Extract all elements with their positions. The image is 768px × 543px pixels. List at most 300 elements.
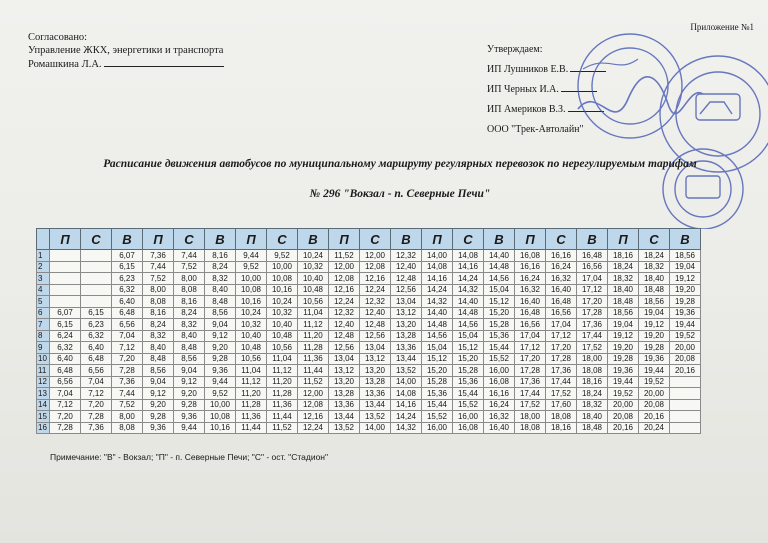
time-cell: 16,16 [484,388,515,400]
time-cell: 19,52 [670,330,701,342]
time-cell: 18,56 [608,307,639,319]
time-cell [50,284,81,296]
time-cell: 8,48 [205,296,236,308]
time-cell: 6,07 [112,250,143,262]
time-cell: 7,28 [112,365,143,377]
time-cell: 8,00 [112,411,143,423]
time-cell: 11,36 [298,353,329,365]
time-cell: 15,44 [422,399,453,411]
table-row [37,296,701,308]
time-cell: 13,36 [391,342,422,354]
time-cell: 16,00 [484,365,515,377]
row-number: 4 [37,284,50,296]
time-cell: 19,28 [639,342,670,354]
time-cell: 9,04 [205,319,236,331]
time-cell: 9,20 [143,399,174,411]
table-row [37,388,701,400]
time-cell: 12,24 [298,422,329,434]
time-cell: 10,40 [236,330,267,342]
row-number: 3 [37,273,50,285]
time-cell: 12,40 [329,319,360,331]
time-cell: 10,00 [205,399,236,411]
time-cell: 17,52 [515,399,546,411]
time-cell: 10,16 [205,422,236,434]
time-cell [670,411,701,423]
time-cell: 9,28 [143,411,174,423]
time-cell: 7,44 [174,250,205,262]
time-cell: 8,16 [174,296,205,308]
time-cell: 12,08 [360,261,391,273]
time-cell: 7,12 [50,399,81,411]
time-cell: 15,04 [422,342,453,354]
time-cell: 15,36 [453,376,484,388]
time-cell: 8,56 [174,353,205,365]
time-cell: 13,04 [391,296,422,308]
column-header: В [391,229,422,250]
row-number: 11 [37,365,50,377]
time-cell: 11,12 [298,319,329,331]
time-cell: 16,40 [546,284,577,296]
time-cell: 19,28 [670,296,701,308]
time-cell: 12,48 [391,273,422,285]
time-cell: 7,36 [143,250,174,262]
time-cell: 19,04 [670,261,701,273]
time-cell: 17,44 [515,388,546,400]
time-cell: 17,20 [577,296,608,308]
column-header: П [422,229,453,250]
time-cell: 16,48 [577,250,608,262]
agreed-person-line [28,57,224,72]
time-cell: 8,00 [143,284,174,296]
time-cell: 13,44 [360,399,391,411]
time-cell: 14,56 [484,273,515,285]
time-cell: 12,08 [329,273,360,285]
time-cell: 17,20 [546,342,577,354]
time-cell: 10,24 [236,307,267,319]
time-cell: 20,00 [639,388,670,400]
time-cell [81,250,112,262]
time-cell: 19,12 [608,330,639,342]
time-cell: 8,08 [143,296,174,308]
time-cell: 16,32 [546,273,577,285]
time-cell: 8,40 [174,330,205,342]
time-cell: 17,36 [546,365,577,377]
time-cell: 10,32 [236,319,267,331]
time-cell: 13,44 [329,411,360,423]
time-cell: 8,08 [112,422,143,434]
time-cell: 9,36 [143,422,174,434]
table-header-row [37,229,701,250]
time-cell: 9,52 [236,261,267,273]
time-cell: 6,32 [112,284,143,296]
time-cell: 17,52 [577,342,608,354]
time-cell: 17,44 [577,330,608,342]
time-cell: 10,08 [236,284,267,296]
time-cell: 20,00 [670,342,701,354]
time-cell: 12,24 [360,284,391,296]
time-cell: 17,04 [515,330,546,342]
row-number: 7 [37,319,50,331]
time-cell: 13,28 [360,376,391,388]
time-cell: 19,20 [670,284,701,296]
time-cell: 7,20 [81,399,112,411]
time-cell: 18,32 [639,261,670,273]
time-cell: 7,28 [81,411,112,423]
time-cell: 19,36 [608,365,639,377]
time-cell: 14,08 [391,388,422,400]
time-cell: 12,32 [391,250,422,262]
approved-entry: ИП Черных И.А. [487,80,606,100]
time-cell: 13,52 [360,411,391,423]
table-row [37,261,701,273]
time-cell: 15,04 [453,330,484,342]
time-cell: 12,24 [329,296,360,308]
time-cell: 10,40 [267,319,298,331]
column-header: П [236,229,267,250]
time-cell: 18,24 [608,261,639,273]
agreed-title: Согласовано: [28,32,88,43]
appendix-label: Приложение №1 [690,22,754,32]
time-cell: 9,28 [174,399,205,411]
time-cell: 13,44 [391,353,422,365]
approved-title: Утверждаем: [487,44,543,55]
time-cell: 14,32 [453,284,484,296]
time-cell: 13,36 [329,399,360,411]
time-cell [670,422,701,434]
table-row [37,365,701,377]
time-cell: 9,04 [174,365,205,377]
time-cell [81,296,112,308]
time-cell: 9,04 [143,376,174,388]
time-cell: 16,40 [484,422,515,434]
time-cell: 15,36 [422,388,453,400]
time-cell: 13,52 [391,365,422,377]
time-cell: 11,12 [267,365,298,377]
column-header: С [639,229,670,250]
time-cell: 7,36 [81,422,112,434]
time-cell: 10,08 [205,411,236,423]
time-cell: 14,08 [422,261,453,273]
column-header: С [546,229,577,250]
time-cell: 6,07 [50,307,81,319]
time-cell: 19,44 [608,376,639,388]
time-cell: 10,24 [267,296,298,308]
time-cell: 18,08 [515,422,546,434]
time-cell: 8,16 [205,250,236,262]
time-cell: 10,16 [236,296,267,308]
time-cell: 20,08 [670,353,701,365]
time-cell: 13,04 [360,342,391,354]
time-cell: 9,12 [205,330,236,342]
time-cell: 13,12 [329,365,360,377]
time-cell: 17,36 [577,319,608,331]
time-cell: 14,16 [422,273,453,285]
time-cell: 8,00 [174,273,205,285]
column-header: С [453,229,484,250]
time-cell: 20,16 [608,422,639,434]
time-cell: 10,48 [298,284,329,296]
time-cell: 18,32 [577,399,608,411]
time-cell: 20,16 [670,365,701,377]
time-cell: 8,16 [143,307,174,319]
time-cell [81,284,112,296]
time-cell: 11,52 [329,250,360,262]
time-cell: 15,20 [422,365,453,377]
time-cell: 10,48 [267,330,298,342]
table-row [37,319,701,331]
time-cell: 18,08 [577,365,608,377]
time-cell: 18,48 [577,422,608,434]
time-cell: 9,12 [143,388,174,400]
time-cell: 16,00 [422,422,453,434]
time-cell: 12,56 [329,342,360,354]
time-cell: 18,16 [546,422,577,434]
time-cell: 17,04 [577,273,608,285]
time-cell: 6,56 [112,319,143,331]
time-cell: 11,04 [267,353,298,365]
time-cell: 16,24 [515,273,546,285]
column-header: С [360,229,391,250]
time-cell: 18,24 [639,250,670,262]
time-cell: 20,08 [639,399,670,411]
time-cell: 14,48 [422,319,453,331]
time-cell: 6,23 [112,273,143,285]
time-cell: 7,12 [81,388,112,400]
table-row [37,273,701,285]
time-cell: 17,44 [546,376,577,388]
time-cell: 17,28 [546,353,577,365]
time-cell: 10,56 [298,296,329,308]
time-cell: 15,36 [484,330,515,342]
time-cell: 7,36 [112,376,143,388]
time-cell: 6,40 [112,296,143,308]
time-cell: 7,44 [143,261,174,273]
time-cell: 11,44 [267,411,298,423]
schedule-heading: Расписание движения автобусов по муниципальному маршруту регулярных перевозок по нерегулируемым тарифам [103,158,697,170]
column-header: С [174,229,205,250]
time-cell: 13,52 [329,422,360,434]
time-cell: 9,52 [205,388,236,400]
time-cell: 19,36 [670,307,701,319]
table-row [37,411,701,423]
time-cell: 11,20 [298,330,329,342]
time-cell: 16,32 [515,284,546,296]
time-cell: 15,28 [484,319,515,331]
time-cell: 15,28 [453,365,484,377]
time-cell: 12,08 [298,399,329,411]
time-cell: 12,32 [329,307,360,319]
column-header: В [298,229,329,250]
table-row [37,353,701,365]
time-cell: 6,48 [50,365,81,377]
time-cell: 17,12 [515,342,546,354]
time-cell: 10,24 [298,250,329,262]
row-number: 9 [37,342,50,354]
time-cell: 11,52 [298,376,329,388]
time-cell: 15,20 [453,353,484,365]
time-cell: 12,16 [329,284,360,296]
column-header: В [112,229,143,250]
time-cell: 18,40 [639,273,670,285]
column-header: П [329,229,360,250]
column-header: В [205,229,236,250]
time-cell: 18,32 [608,273,639,285]
time-cell: 15,12 [484,296,515,308]
time-cell: 6,15 [50,319,81,331]
time-cell: 13,28 [329,388,360,400]
time-cell: 14,24 [453,273,484,285]
time-cell: 15,20 [484,307,515,319]
time-cell: 14,16 [453,261,484,273]
time-cell: 6,40 [81,342,112,354]
time-cell: 6,32 [81,330,112,342]
schedule-table [36,228,701,434]
time-cell: 14,16 [391,399,422,411]
time-cell: 7,44 [112,388,143,400]
time-cell: 13,36 [360,388,391,400]
time-cell: 16,56 [515,319,546,331]
column-header: В [484,229,515,250]
time-cell [670,399,701,411]
time-cell: 20,16 [639,411,670,423]
time-cell: 19,04 [608,319,639,331]
time-cell [50,250,81,262]
approved-entry: ИП Америков В.З. [487,100,606,120]
table-row [37,342,701,354]
legend-note: Примечание: "В" - Вокзал; "П" - п. Северные Печи; "С" - ост. "Стадион" [50,452,329,462]
time-cell: 11,44 [236,422,267,434]
time-cell: 7,52 [112,399,143,411]
time-cell [50,273,81,285]
time-cell: 17,52 [546,388,577,400]
time-cell: 13,12 [391,307,422,319]
time-cell: 19,44 [670,319,701,331]
time-cell: 6,56 [81,365,112,377]
time-cell: 16,40 [515,296,546,308]
table-row [37,330,701,342]
table-row [37,399,701,411]
table-body [37,250,701,434]
agreed-org: Управление ЖКХ, энергетики и транспорта [28,44,224,56]
time-cell: 8,32 [174,319,205,331]
time-cell: 19,28 [608,353,639,365]
time-cell: 16,08 [515,250,546,262]
time-cell: 12,00 [329,261,360,273]
time-cell: 19,04 [639,307,670,319]
time-cell: 6,15 [112,261,143,273]
time-cell: 16,48 [515,307,546,319]
time-cell: 7,04 [81,376,112,388]
time-cell: 18,08 [546,411,577,423]
time-cell: 17,12 [577,284,608,296]
time-cell: 7,20 [50,411,81,423]
time-cell: 18,00 [515,411,546,423]
time-cell: 8,40 [143,342,174,354]
time-cell: 16,24 [484,399,515,411]
row-number: 5 [37,296,50,308]
agreed-person: Ромашкина Л.А. [28,59,102,70]
time-cell: 19,52 [608,388,639,400]
table-row [37,284,701,296]
time-cell: 6,15 [81,307,112,319]
time-cell: 16,24 [546,261,577,273]
time-cell [670,376,701,388]
time-cell: 7,52 [174,261,205,273]
time-cell: 11,28 [298,342,329,354]
time-cell: 17,04 [546,319,577,331]
time-cell: 16,16 [515,261,546,273]
column-header: В [670,229,701,250]
time-cell: 20,08 [608,411,639,423]
time-cell: 14,40 [422,307,453,319]
time-cell: 18,16 [577,376,608,388]
time-cell: 10,40 [298,273,329,285]
time-cell: 19,20 [608,342,639,354]
column-header: С [81,229,112,250]
route-title: № 296 "Вокзал - п. Северные Печи" [309,188,491,200]
time-cell: 19,44 [639,365,670,377]
time-cell: 20,00 [608,399,639,411]
time-cell: 20,24 [639,422,670,434]
time-cell: 9,36 [205,365,236,377]
time-cell: 11,52 [267,422,298,434]
time-cell: 9,44 [236,250,267,262]
time-cell: 16,56 [546,307,577,319]
column-header: П [50,229,81,250]
time-cell: 13,28 [391,330,422,342]
time-cell: 16,08 [453,422,484,434]
time-cell: 14,40 [484,250,515,262]
column-header: С [267,229,298,250]
time-cell: 11,12 [236,376,267,388]
time-cell: 8,08 [174,284,205,296]
time-cell: 10,00 [236,273,267,285]
time-cell: 7,28 [50,422,81,434]
time-cell: 18,40 [577,411,608,423]
row-number: 10 [37,353,50,365]
time-cell: 16,16 [546,250,577,262]
time-cell: 11,36 [267,399,298,411]
time-cell: 18,00 [577,353,608,365]
time-cell: 12,56 [360,330,391,342]
time-cell [50,296,81,308]
time-cell: 14,24 [391,411,422,423]
time-cell: 12,56 [391,284,422,296]
time-cell: 14,32 [391,422,422,434]
time-cell: 9,44 [174,422,205,434]
time-cell: 14,48 [453,307,484,319]
time-cell: 9,12 [174,376,205,388]
time-cell: 16,32 [484,411,515,423]
time-cell: 15,52 [453,399,484,411]
time-cell: 17,36 [515,376,546,388]
time-cell: 11,44 [298,365,329,377]
time-cell: 6,48 [112,307,143,319]
time-cell: 14,08 [453,250,484,262]
column-header: П [608,229,639,250]
time-cell: 14,00 [391,376,422,388]
time-cell: 15,44 [484,342,515,354]
time-cell: 19,12 [639,319,670,331]
time-cell: 16,48 [546,296,577,308]
time-cell: 13,20 [360,365,391,377]
time-cell: 13,20 [391,319,422,331]
time-cell: 10,32 [298,261,329,273]
time-cell: 10,56 [267,342,298,354]
time-cell: 8,24 [174,307,205,319]
time-cell: 9,20 [174,388,205,400]
time-cell: 8,56 [205,307,236,319]
